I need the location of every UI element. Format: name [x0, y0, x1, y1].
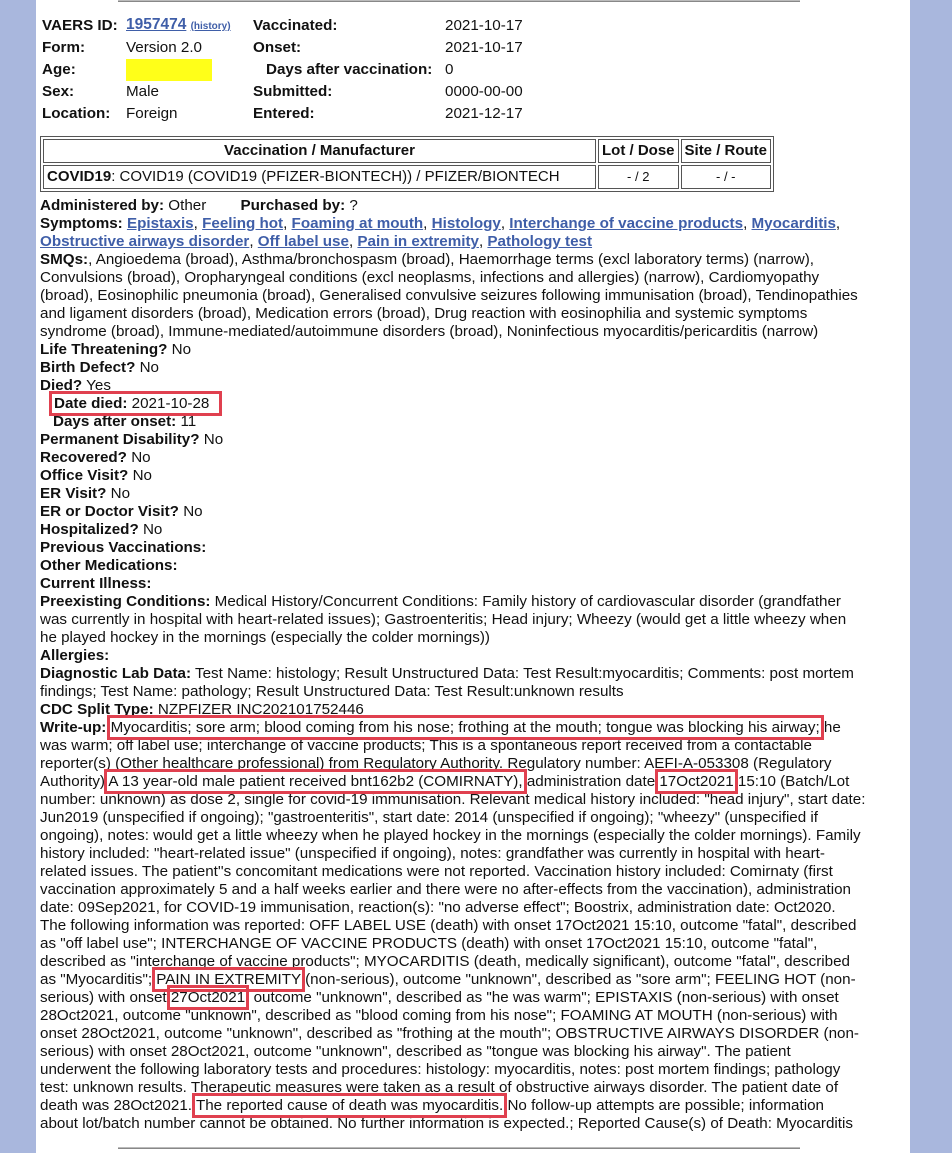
permanent-disability-value: No — [203, 431, 224, 448]
writeup-text: he — [819, 719, 841, 736]
vaers-id-label: VAERS ID: — [42, 17, 118, 34]
writeup-line: was warm; off label use; interchange of vaccine products; This is a spontaneous report received from a contactable — [40, 737, 812, 754]
hospitalized-label: Hospitalized? — [40, 521, 139, 538]
writeup-highlight-patient: A 13 year-old male patient received bnt162b2 (COMIRNATY), — [108, 773, 523, 790]
writeup-line: ongoing), notes: would get a little wheezy when he played hockey in the mornings (especially the colder mornings). Family — [40, 827, 861, 844]
er-doctor-visit-value: No — [183, 503, 203, 520]
site-route-header: Site / Route — [681, 139, 772, 163]
writeup-text: 15:10 (Batch/Lot — [733, 773, 850, 790]
submitted-value: 0000-00-00 — [445, 83, 523, 100]
lab-data-line: Test Name: histology; Result Unstructured Data: Test Result:myocarditis; Comments: post mortem — [191, 665, 854, 682]
writeup-line: about lot/batch number cannot be obtained. No further information is expected.; Reported Cause(s) of Death: Myocarditis — [40, 1115, 853, 1132]
symptoms-block: Symptoms: Epistaxis, Feeling hot, Foaming at mouth, Histology, Interchange of vaccine products, Myocarditis, Obstructive airways disorder, Off label use, Pain in extremity, Pathology test — [40, 215, 841, 250]
symptom-link[interactable]: Foaming at mouth — [291, 215, 424, 232]
sex-label: Sex: — [42, 83, 75, 100]
er-visit-value: No — [110, 485, 131, 502]
writeup-line: serious) with onset 28Oct2021, outcome "unknown", described as "tongue was blocking his airway". The patient — [40, 1043, 791, 1060]
writeup-text: , outcome "unknown", described as "he was warm"; EPISTAXIS (non-serious) with onset — [245, 989, 839, 1006]
writeup-line: number: unknown) as dose 2, single for covid-19 immunisation. Relevant medical history included: "head injury", start date: — [40, 791, 866, 808]
days-after-onset-label: Days after onset: — [53, 413, 177, 430]
vaccinated-value: 2021-10-17 — [445, 17, 523, 34]
vaccination-table — [40, 136, 774, 192]
smqs-block — [40, 251, 908, 341]
report-header — [42, 15, 523, 125]
entered-value: 2021-12-17 — [445, 105, 523, 122]
writeup-highlight-cause: The reported cause of death was myocarditis. — [195, 1097, 504, 1114]
symptom-link[interactable]: Obstructive airways disorder — [40, 233, 250, 250]
writeup-line: test: unknown results. Therapeutic measures were taken as a result of obstructive airways disorder. The patient date of — [40, 1079, 839, 1096]
symptom-link[interactable]: Off label use — [257, 233, 349, 250]
symptom-link[interactable]: Feeling hot — [202, 215, 284, 232]
form-value: Version 2.0 — [126, 39, 202, 56]
writeup-line: underwent the following laboratory tests and procedures: histology: myocarditis, notes: post mortem findings; pathology — [40, 1061, 841, 1078]
recovered-label: Recovered? — [40, 449, 127, 466]
er-doctor-visit-label: ER or Doctor Visit? — [40, 503, 179, 520]
onset-label: Onset: — [253, 39, 302, 56]
location-label: Location: — [42, 105, 111, 122]
allergies-label: Allergies: — [40, 647, 110, 664]
life-threatening-label: Life Threatening? — [40, 341, 168, 358]
days-after-onset-value: 11 — [180, 413, 197, 430]
preexisting-conditions-label: Preexisting Conditions: — [40, 593, 211, 610]
previous-vaccinations-label: Previous Vaccinations: — [40, 539, 207, 556]
smqs-line: Convulsions (broad), Oropharyngeal conditions (excl neoplasms, infections and allergies) (narrow), Cardiomyopathy — [40, 269, 820, 286]
administered-by-value: Other — [168, 197, 207, 214]
table-row — [43, 165, 771, 189]
current-illness-label: Current Illness: — [40, 575, 152, 592]
writeup-block — [40, 719, 908, 1133]
writeup-line: described as "interchange of vaccine products"; MYOCARDITIS (death, medically significant), outcome "fatal", described — [40, 953, 850, 970]
writeup-line: onset 28Oct2021, outcome "unknown", described as "frothing at the mouth"; OBSTRUCTIVE AIRWAYS DISORDER (non- — [40, 1025, 859, 1042]
administered-by-label: Administered by: — [40, 197, 165, 214]
writeup-highlight-onset: 27Oct2021 — [170, 989, 246, 1006]
birth-defect-value: No — [139, 359, 160, 376]
other-medications-label: Other Medications: — [40, 557, 178, 574]
writeup-line: vaccination approximately 5 and a half weeks earlier and there were no after-effects from the vaccination), administration — [40, 881, 851, 898]
writeup-label: Write-up: — [40, 719, 107, 736]
writeup-text: (non-serious), outcome "unknown", described as "sore arm"; FEELING HOT (non- — [300, 971, 856, 988]
writeup-highlight-date: 17Oct2021 — [659, 773, 734, 790]
report-details — [40, 197, 908, 1133]
site-route-value: - / - — [681, 165, 772, 189]
symptom-link[interactable]: Interchange of vaccine products — [509, 215, 744, 232]
smqs-line: and ligament disorders (broad), Medication errors (broad), Drug reaction with eosinophilia and systemic symptoms — [40, 305, 808, 322]
writeup-line: related issues. The patient''s concomitant medications were not reported. Vaccination history included: Comirnaty (first — [40, 863, 833, 880]
cdc-split-type-value: NZPFIZER INC202101752446 — [157, 701, 364, 718]
symptom-link[interactable]: Epistaxis — [126, 215, 194, 232]
lab-data-label: Diagnostic Lab Data: — [40, 665, 192, 682]
writeup-text: No follow-up attempts are possible; information — [503, 1097, 824, 1114]
writeup-line: 28Oct2021, outcome "unknown", described as "blood coming from his nose"; FOAMING AT MOUTH (non-serious) with — [40, 1007, 838, 1024]
days-after-vaccination-label: Days after vaccination: — [266, 61, 433, 78]
days-after-vaccination-value: 0 — [445, 61, 454, 78]
writeup-text: administration date — [522, 773, 660, 790]
lot-dose-header: Lot / Dose — [598, 139, 679, 163]
cdc-split-type-label: CDC Split Type: — [40, 701, 154, 718]
report-page — [36, 0, 910, 1153]
date-died-label: Date died: — [54, 395, 128, 412]
writeup-line: as "off label use"; INTERCHANGE OF VACCINE PRODUCTS (death) with onset 17Oct2021 15:10, outcome "fatal", — [40, 935, 818, 952]
smqs-line: (broad), Eosinophilic pneumonia (broad), Generalised convulsive seizures following immunisation (broad), Tendinopathies — [40, 287, 858, 304]
vaccinated-label: Vaccinated: — [253, 17, 338, 34]
recovered-value: No — [131, 449, 151, 466]
form-label: Form: — [42, 39, 86, 56]
birth-defect-label: Birth Defect? — [40, 359, 136, 376]
died-label: Died? — [40, 377, 83, 394]
smqs-label: SMQs: — [40, 251, 89, 268]
entered-label: Entered: — [253, 105, 315, 122]
writeup-text: as "Myocarditis"; — [40, 971, 157, 988]
date-died-value: 2021-10-28 — [131, 395, 210, 412]
preexisting-line: Medical History/Concurrent Conditions: Family history of cardiovascular disorder (grandfather — [210, 593, 841, 610]
top-divider — [118, 0, 800, 2]
office-visit-value: No — [132, 467, 152, 484]
preexisting-conditions-block — [40, 593, 908, 647]
writeup-text: serious) with onset — [40, 989, 171, 1006]
age-redaction-highlight — [126, 59, 212, 81]
writeup-highlight-pain: PAIN IN EXTREMITY — [156, 971, 301, 988]
symptom-link[interactable]: Pathology test — [487, 233, 593, 250]
office-visit-label: Office Visit? — [40, 467, 129, 484]
permanent-disability-label: Permanent Disability? — [40, 431, 200, 448]
life-threatening-value: No — [171, 341, 192, 358]
vaccine-manufacturer: : COVID19 (COVID19 (PFIZER-BIONTECH)) / PFIZER/BIONTECH — [111, 168, 560, 185]
lab-data-line: findings; Test Name: pathology; Result Unstructured Data: Test Result:unknown results — [40, 683, 624, 700]
writeup-text: Authority) — [40, 773, 105, 790]
smqs-line: syndrome (broad), Immune-mediated/autoimmune disorders (broad), Noninfectious myocarditis/pericarditis (narrow) — [40, 323, 819, 340]
onset-value: 2021-10-17 — [445, 39, 523, 56]
writeup-line: date: 09Sep2021, for COVID-19 immunisation, reaction(s): "no adverse effect"; Boostrix, administration date: Oct2020. — [40, 899, 836, 916]
vaccine-type: COVID19 — [47, 168, 112, 185]
hospitalized-value: No — [142, 521, 163, 538]
lab-data-block — [40, 665, 908, 701]
vaers-id-link[interactable]: 1957474 — [126, 16, 187, 33]
purchased-by-value: ? — [349, 197, 358, 214]
submitted-label: Submitted: — [253, 83, 333, 100]
writeup-line: history included: "heart-related issue" (unspecified if ongoing), notes: grandfather was currently in hospital with heart- — [40, 845, 825, 862]
symptoms-label: Symptoms: — [40, 215, 123, 232]
symptom-link[interactable]: Myocarditis — [751, 215, 836, 232]
purchased-by-label: Purchased by: — [240, 197, 346, 214]
symptom-link[interactable]: Pain in extremity — [357, 233, 479, 250]
preexisting-line: was currently in hospital with heart-related issues); Gastroenteritis; Head injury; Wheezy (would get a little wheezy when — [40, 611, 847, 628]
preexisting-line: he played hockey in the mornings (especially the colder mornings)) — [40, 629, 490, 646]
vaccination-manufacturer-header: Vaccination / Manufacturer — [43, 139, 596, 163]
writeup-highlight-symptoms: Myocarditis; sore arm; blood coming from his nose; frothing at the mouth; tongue was blocking his airway; — [110, 719, 820, 736]
sex-value: Male — [126, 83, 159, 100]
writeup-line: reporter(s) (Other healthcare professional) from Regulatory Authority. Regulatory number: AEFI-A-053308 (Regulatory — [40, 755, 832, 772]
lot-dose-value: - / 2 — [598, 165, 679, 189]
history-link[interactable]: (history) — [190, 21, 231, 32]
writeup-line: The following information was reported: OFF LABEL USE (death) with onset 17Oct2021 15:10, outcome "fatal", described — [40, 917, 857, 934]
writeup-text: death was 28Oct2021. — [40, 1097, 196, 1114]
age-label: Age: — [42, 61, 76, 78]
died-value: Yes — [86, 377, 111, 394]
bottom-divider — [118, 1147, 800, 1149]
symptom-link[interactable]: Histology — [431, 215, 501, 232]
smqs-line: , Angioedema (broad), Asthma/bronchospasm (broad), Haemorrhage terms (excl laboratory terms) (narrow), — [88, 251, 815, 268]
location-value: Foreign — [126, 105, 178, 122]
er-visit-label: ER Visit? — [40, 485, 107, 502]
writeup-line: Jun2019 (unspecified if ongoing); "gastroenteritis", start date: 2014 (unspecified if ongoing); "wheezy" (unspecified if — [40, 809, 819, 826]
